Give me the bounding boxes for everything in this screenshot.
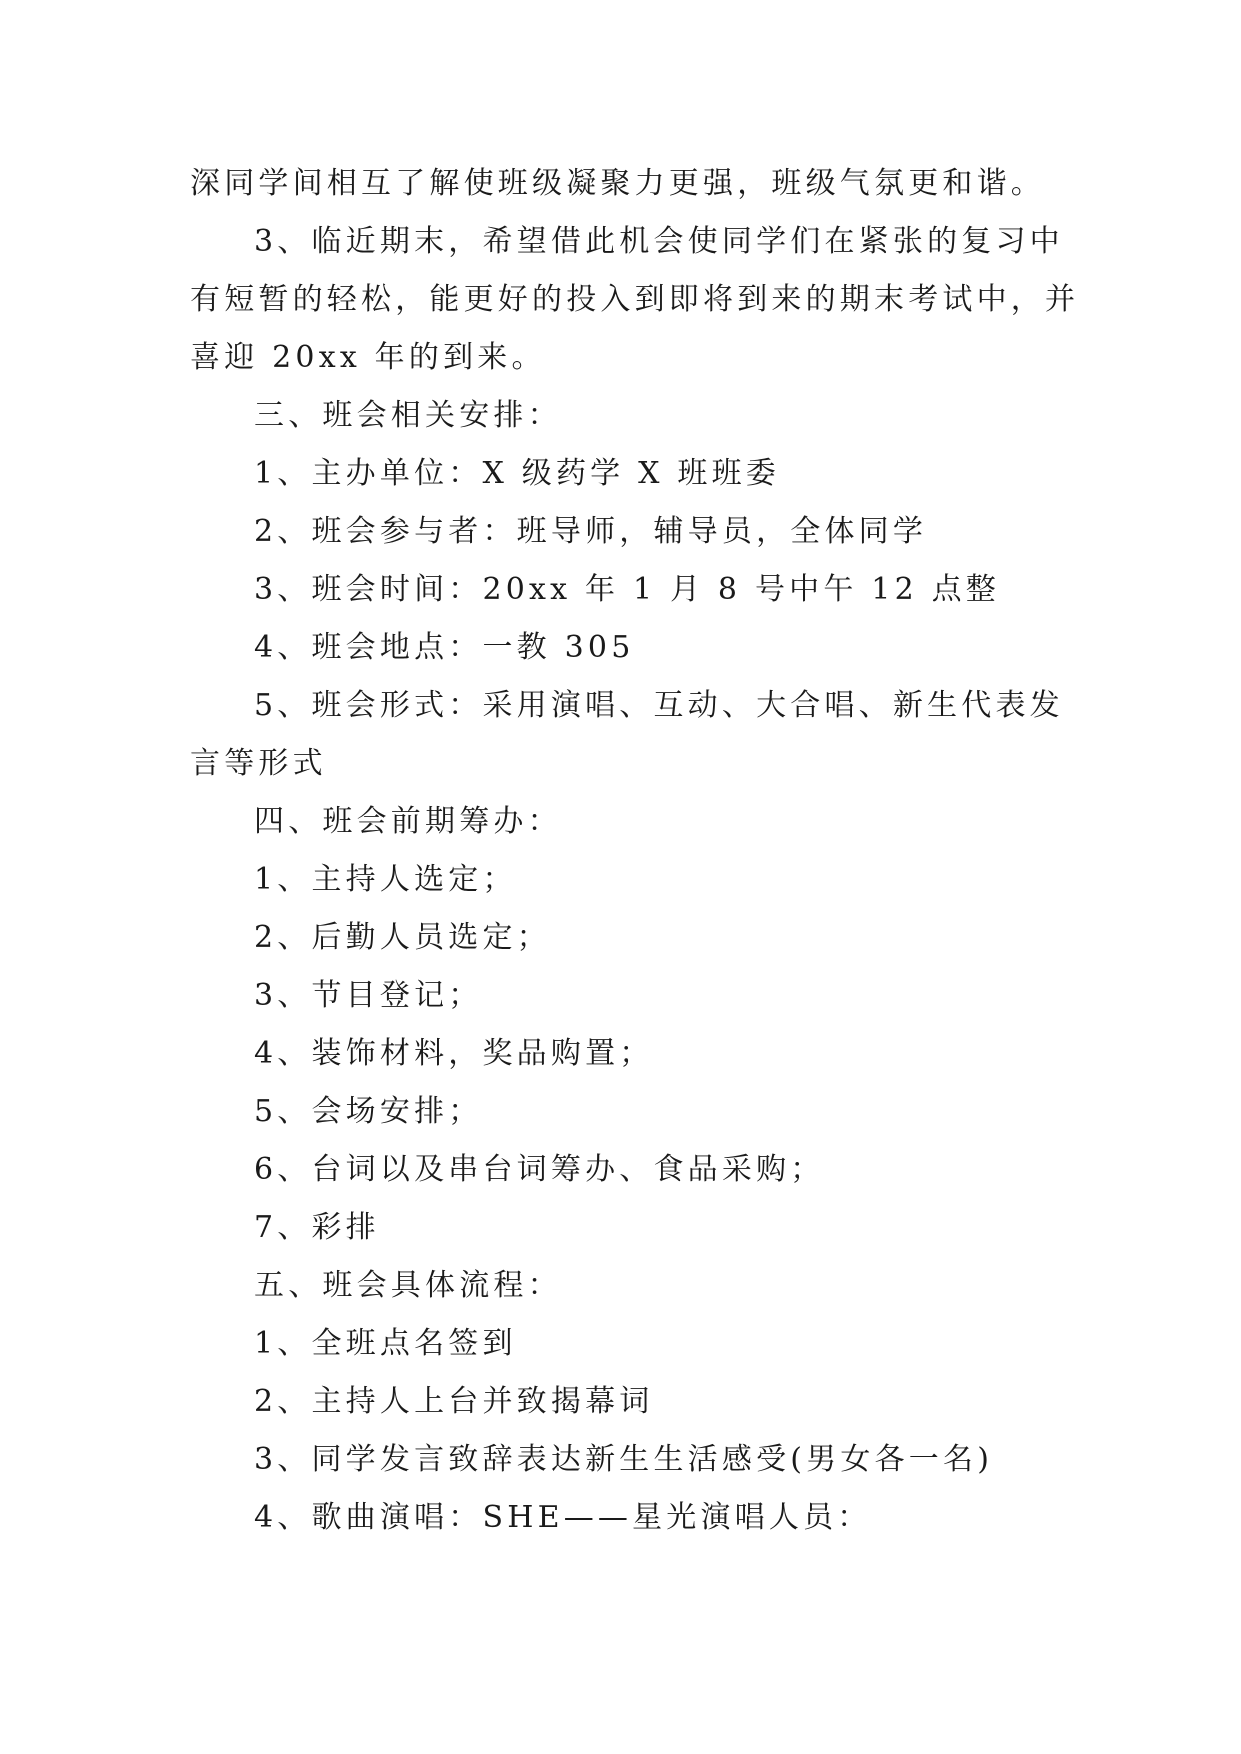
list-item: 3、班会时间：20xx 年 1 月 8 号中午 12 点整 [254, 572, 1000, 607]
list-item: 6、台词以及串台词筹办、食品采购； [254, 1152, 825, 1187]
list-item-continuation: 言等形式 [190, 746, 327, 781]
paragraph-line: 深同学间相互了解使班级凝聚力更强，班级气氛更和谐。 [190, 166, 1045, 201]
list-item: 2、主持人上台并致揭幕词 [254, 1384, 654, 1419]
list-item: 1、主办单位：X 级药学 X 班班委 [254, 456, 781, 491]
section-heading: 五、班会具体流程： [254, 1268, 562, 1303]
list-item: 7、彩排 [254, 1210, 380, 1245]
list-item: 5、会场安排； [254, 1094, 483, 1129]
list-item: 3、同学发言致辞表达新生生活感受(男女各一名) [254, 1442, 994, 1477]
list-item: 4、装饰材料，奖品购置； [254, 1036, 654, 1071]
paragraph-line: 有短暂的轻松，能更好的投入到即将到来的期末考试中，并 [190, 282, 1080, 317]
paragraph-line: 喜迎 20xx 年的到来。 [190, 340, 546, 375]
list-item: 1、主持人选定； [254, 862, 517, 897]
section-heading: 四、班会前期筹办： [254, 804, 562, 839]
list-item: 4、歌曲演唱：SHE——星光演唱人员： [254, 1500, 872, 1535]
list-item: 2、班会参与者：班导师，辅导员，全体同学 [254, 514, 928, 549]
section-heading: 三、班会相关安排： [254, 398, 562, 433]
list-item: 1、全班点名签到 [254, 1326, 517, 1361]
paragraph-line: 3、临近期末，希望借此机会使同学们在紧张的复习中 [254, 224, 1064, 259]
list-item: 4、班会地点：一教 305 [254, 630, 635, 665]
list-item: 2、后勤人员选定； [254, 920, 551, 955]
list-item: 5、班会形式：采用演唱、互动、大合唱、新生代表发 [254, 688, 1064, 723]
list-item: 3、节目登记； [254, 978, 483, 1013]
